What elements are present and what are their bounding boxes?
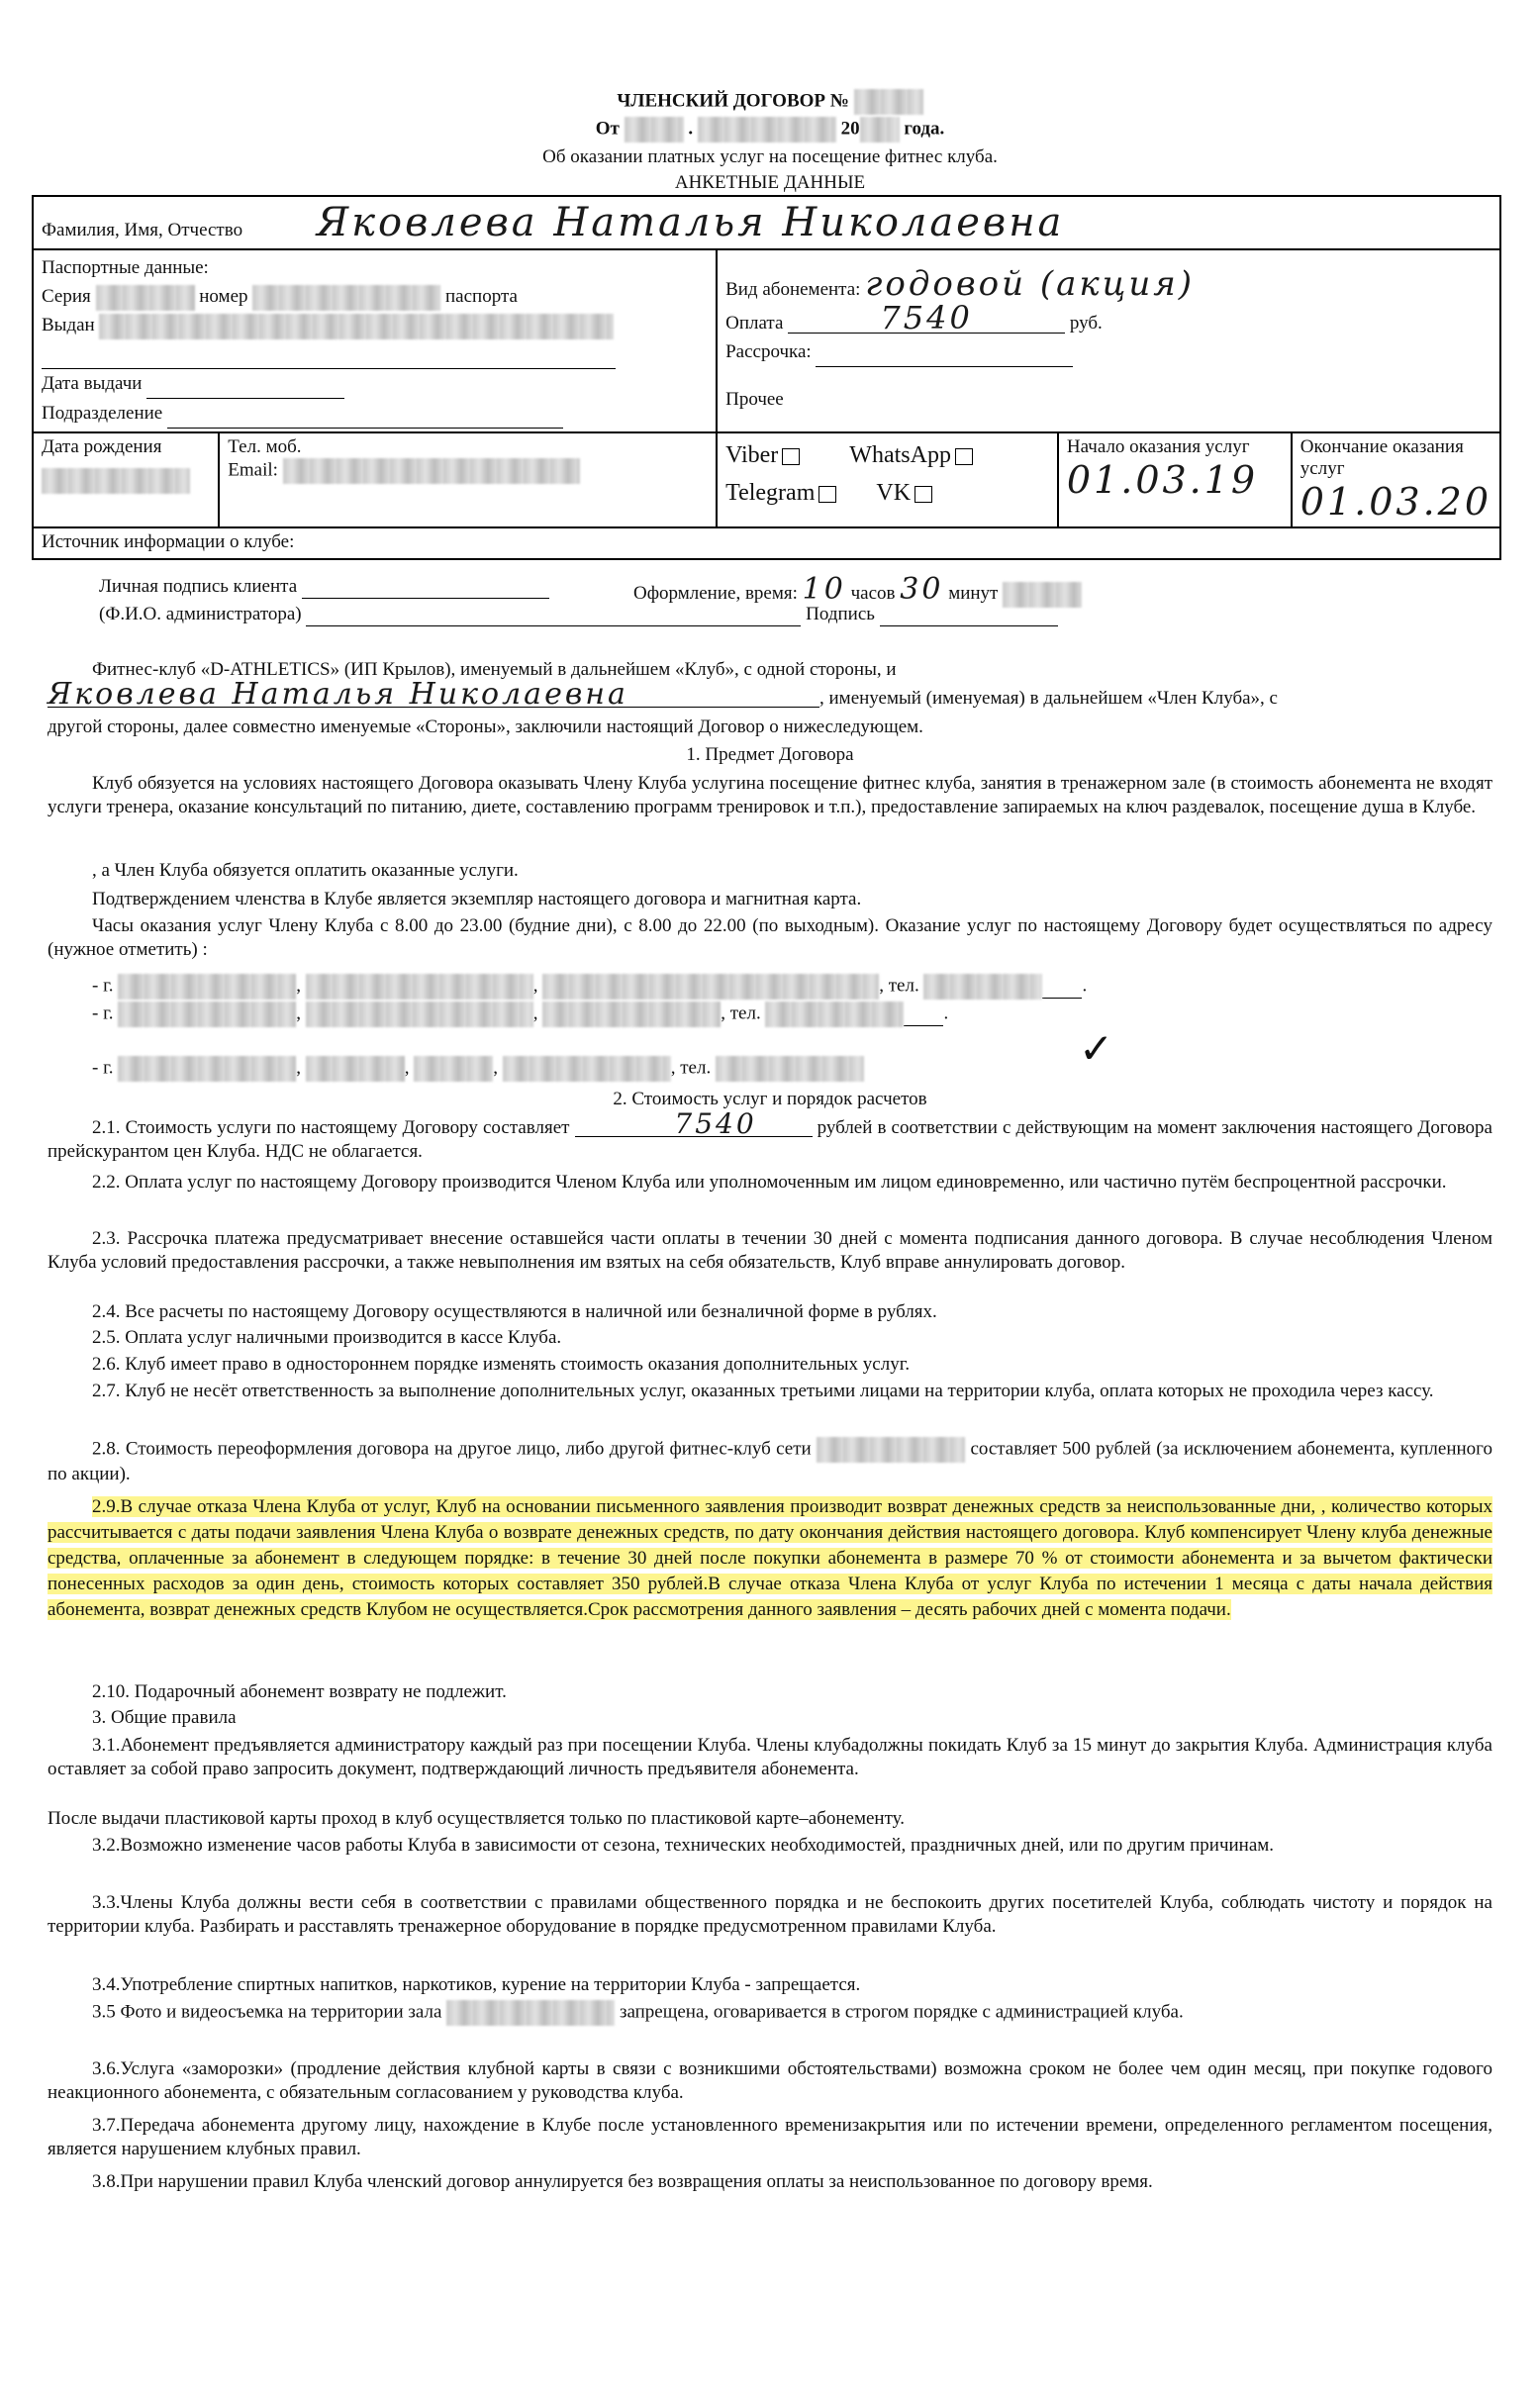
viber-checkbox[interactable] [782, 448, 800, 465]
currency-label: руб. [1069, 313, 1103, 334]
subdivision-label: Подразделение [42, 403, 163, 424]
section2-p4: 2.4. Все расчеты по настоящему Договору осуществляются в наличной или безналичной форме в рублях. [92, 1301, 937, 1322]
section1-p2: , а Член Клуба обязуется оплатить оказанные услуги. [92, 860, 519, 881]
admin-row [99, 604, 1058, 626]
birth-label: Дата рождения [42, 436, 162, 457]
intro-line2 [48, 677, 1492, 712]
admin-label: (Ф.И.О. администратора) [99, 604, 302, 624]
redacted-issued [99, 314, 614, 339]
section3-title: 3. Общие правила [92, 1707, 237, 1728]
messenger-cell [717, 432, 1058, 527]
whatsapp-checkbox[interactable] [955, 448, 973, 465]
hours-handwritten: 10 [802, 572, 846, 607]
viber-label: Viber [725, 442, 779, 468]
telegram-label: Telegram [725, 480, 816, 506]
redacted-email [283, 458, 580, 484]
anket-table [32, 195, 1501, 560]
section2-p2: 2.2. Оплата услуг по настоящему Договору производится Членом Клуба или уполномоченным им лицом единовременно, или частично путём беспроцентной рассрочки. [92, 1172, 1447, 1193]
client-sign-row [99, 576, 549, 599]
start-cell [1058, 432, 1292, 527]
subscription-handwritten: годовой (акция) [865, 264, 1196, 304]
start-handwritten: 01.03.19 [1066, 458, 1259, 502]
redacted-year [860, 117, 900, 143]
passport-label: Паспортные данные: [42, 257, 209, 278]
section3-p1b: После выдачи пластиковой карты проход в клуб осуществляется только по пластиковой карте–абонементу. [48, 1808, 905, 1829]
section2-p1: 2.1. Стоимость услуги по настоящему Договору составляет 7540 рублей в соответствии с действующим на момент заключения настоящего Договора прейскурантом цен Клуба. НДС не облагается. [48, 1107, 1492, 1162]
price-handwritten: 7540 [575, 1112, 813, 1137]
section2-p5: 2.5. Оплата услуг наличными производится в кассе Клуба. [92, 1327, 562, 1348]
passport-cell [33, 249, 717, 432]
issued-label: Выдан [42, 315, 95, 335]
redacted-series [96, 285, 195, 311]
start-label: Начало оказания услуг [1066, 436, 1250, 457]
subscription-cell [717, 249, 1500, 432]
section3-p1: 3.1.Абонемент предъявляется администратору каждый раз при посещении Клуба. Члены клубадолжны покидать Клуб за 15 минут до закрытия Клуба. Администрация клуба оставляет за собой право запросить документ, подтверждающий личность предъявителя абонемента. [48, 1735, 1492, 1779]
subdivision-field [167, 399, 563, 429]
time-row [633, 572, 1082, 608]
redacted-month [698, 117, 836, 143]
section3-p8: 3.8.При нарушении правил Клуба членский договор аннулируется без возвращения оплаты за неиспользованное по договору время. [92, 2171, 1153, 2192]
series-label: Серия [42, 286, 91, 307]
section3-p6: 3.6.Услуга «заморозки» (продление действия клубной карты в связи с возникшими обстоятельствами) возможна сроком не более чем один месяц, при покупке годового неакционного абонемента, с обязательным согласованием у руководства клуба. [48, 2058, 1492, 2103]
section3-p2: 3.2.Возможно изменение часов работы Клуба в зависимости от сезона, технических необходимостей, праздничных дней, или по другим причинам. [92, 1835, 1275, 1856]
fio-label: Фамилия, Имя, Отчество [42, 220, 243, 240]
section2-p10: 2.10. Подарочный абонемент возврату не подлежит. [92, 1681, 507, 1702]
section3-p7: 3.7.Передача абонемента другому лицу, нахождение в Клубе после установленного временизакрытия или по истечении времени, определенного регламентом посещения, является нарушением клубных правил. [48, 2115, 1492, 2159]
intro-line1: Фитнес-клуб «D-ATHLETICS» (ИП Крылов), именуемый в дальнейшем «Клуб», с одной стороны, и [92, 659, 897, 680]
contract-title: ЧЛЕНСКИЙ ДОГОВОР № [0, 89, 1540, 115]
section3-p5: 3.5 Фото и видеосъемка на территории зала запрещена, оговаривается в строгом порядке с администрацией клуба. [48, 2000, 1492, 2026]
intro-suffix: , именуемый (именуемая) в дальнейшем «Член Клуба», с [819, 688, 1278, 709]
end-handwritten: 01.03.20 [1299, 480, 1492, 524]
redacted-day [625, 117, 684, 143]
section2-p6: 2.6. Клуб имеет право в одностороннем порядке изменять стоимость оказания дополнительных услуг. [92, 1354, 911, 1375]
redacted-birth [42, 468, 190, 494]
end-cell [1292, 432, 1500, 527]
contact-cell [219, 432, 717, 527]
fio-row [33, 196, 1500, 249]
source-row: Источник информации о клубе: [33, 527, 1500, 559]
issue-date-label: Дата выдачи [42, 373, 143, 394]
intro-name-handwritten: Яковлева Наталья Николаевна [48, 683, 819, 708]
section2-p3: 2.3. Рассрочка платежа предусматривает внесение оставшейся части оплаты в течении 30 дней с момента подписания данного договора. В случае несоблюдения Членом Клуба условий предоставления рассрочки, а также невыполнения им взятых на себя обязательств, Клуб вправе аннулировать договор. [48, 1228, 1492, 1273]
client-sign-label: Личная подпись клиента [99, 576, 298, 597]
payment-handwritten: 7540 [788, 304, 1065, 334]
time-label: Оформление, время: [633, 583, 798, 604]
contract-subtitle: Об оказании платных услуг на посещение фитнес клуба. [542, 146, 998, 167]
vk-checkbox[interactable] [914, 486, 932, 503]
vk-label: VK [876, 480, 912, 506]
section2-p8: 2.8. Стоимость переоформления договора на другое лицо, либо другой фитнес-клуб сети составляет 500 рублей (за исключением абонемента, купленного по акции). [48, 1438, 1492, 1484]
address-row-2: - г. , , , тел. . [48, 1002, 1492, 1027]
installment-label: Рассрочка: [725, 341, 812, 362]
address-row-3: - г. , , , , тел. [48, 1056, 1492, 1082]
subscription-label: Вид абонемента: [725, 279, 861, 300]
redacted-hall [446, 2000, 615, 2026]
birth-cell [33, 432, 219, 527]
redacted-number-passport [252, 285, 440, 311]
intro-line3: другой стороны, далее совместно именуемые «Стороны», заключили настоящий Договор о нижеследующем. [48, 717, 923, 737]
whatsapp-label: WhatsApp [849, 442, 951, 468]
phone-label: Тел. моб. [228, 436, 302, 457]
redacted-network [817, 1437, 965, 1463]
section-anket-title: АНКЕТНЫЕ ДАННЫЕ [674, 172, 866, 193]
section1-title: 1. Предмет Договора [686, 744, 854, 765]
sign-label: Подпись [806, 604, 875, 624]
section1-p1: Клуб обязуется на условиях настоящего Договора оказывать Члену Клуба услугина посещение фитнес клуба, занятия в тренажерном зале (в стоимость абонемента не входят услуги тренера, оказание консультаций по питанию, диете, составлению программ тренировок и т.п.), предоставление запираемых на ключ раздевалок, посещение душа в Клубе. [48, 773, 1492, 817]
other-label: Прочее [725, 389, 784, 410]
passport-word: паспорта [445, 286, 518, 307]
issue-date-field [146, 369, 344, 399]
number-label: номер [199, 286, 248, 307]
installment-field [816, 337, 1073, 367]
hours-label: часов [850, 583, 896, 604]
section1-p3: Подтверждением членства в Клубе является экземпляр настоящего договора и магнитная карта. [92, 889, 862, 909]
section2-p9 [48, 1494, 1492, 1623]
minutes-label: минут [948, 583, 999, 604]
minutes-handwritten: 30 [900, 572, 944, 607]
end-label: Окончание оказания услуг [1299, 436, 1464, 479]
section1-p4: Часы оказания услуг Члену Клуба с 8.00 до 23.00 (будние дни), с 8.00 до 22.00 (по выходным). Оказание услуг по настоящему Договору будет осуществляться по адресу (нужное отметить) : [48, 915, 1492, 960]
highlighted-refund-clause: 2.9.В случае отказа Члена Клуба от услуг, Клуб на основании письменного заявления производит возврат денежных средств за неиспользованные дни, , количество которых рассчитывается с даты подачи заявления Члена Клуба о возврате денежных средств, по дату окончания действия настоящего договора. Клуб компенсирует Члену клуба денежные средства, оплаченные за абонемент в следующем порядке: в течение 30 дней после покупки абонемента в размере 70 % от стоимости абонемента и за вычетом фактически понесенных расходов за один день, стоимость которых составляет 350 рублей.В случае отказа Члена Клуба от услуг Клуба по истечении 1 месяца с даты начала действия абонемента, возврат денежных средств Клубом не осуществляется.Срок рассмотрения данного заявления – десять рабочих дней с момента подачи. [48, 1496, 1492, 1620]
contract-date-line: От . 20 года. [0, 117, 1540, 143]
section2-p7: 2.7. Клуб не несёт ответственность за выполнение дополнительных услуг, оказанных третьими лицами на территории клуба, оплата которых не проходила через кассу. [92, 1381, 1434, 1401]
section3-p4: 3.4.Употребление спиртных напитков, наркотиков, курение на территории Клуба - запрещается. [92, 1974, 861, 1995]
fio-handwritten: Яковлева Наталья Николаевна [316, 200, 1065, 245]
telegram-checkbox[interactable] [818, 486, 836, 503]
section3-p3: 3.3.Члены Клуба должны вести себя в соответствии с правилами общественного порядка и не беспокоить других посетителей Клуба, соблюдать чистоту и порядок на территории клуба. Разбирать и расставлять тренажерное оборудование в порядке предусмотренном правилами Клуба. [48, 1892, 1492, 1937]
email-label: Email: [228, 459, 278, 481]
redacted-number [854, 89, 923, 115]
address-row-1: - г. , , , тел. . [48, 974, 1492, 1000]
section2-title: 2. Стоимость услуг и порядок расчетов [613, 1089, 927, 1109]
payment-label: Оплата [725, 313, 784, 334]
check-mark-icon: ✓ [1079, 1024, 1114, 1073]
